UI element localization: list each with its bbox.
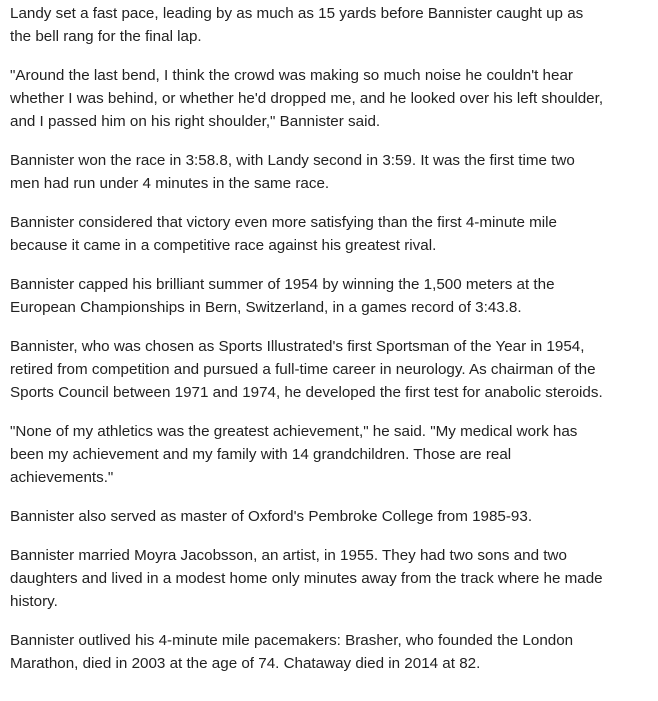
text-line: history. [10,593,58,610]
text-line: daughters and lived in a modest home only minutes away from the track where he made [10,570,603,587]
paragraph-achievement-quote [10,420,658,489]
text-line: "Around the last bend, I think the crowd was making so much noise he couldn't hear [10,67,573,84]
text-line: Bannister outlived his 4-minute mile pacemakers: Brasher, who founded the London [10,632,574,649]
text-line: whether I was behind, or whether he'd dropped me, and he looked over his left shoulder, [10,90,604,107]
text-line: achievements." [10,469,114,486]
text-line: "None of my athletics was the greatest achievement," he said. "My medical work has [10,423,578,440]
paragraph-sportsman-career [10,335,658,404]
paragraph-last-bend-quote [10,64,658,133]
text-line: Sports Council between 1971 and 1974, he developed the first test for anabolic steroids. [10,384,603,401]
paragraph-european-championships [10,273,658,319]
text-line: Landy set a fast pace, leading by as much as 15 yards before Bannister caught up as [10,5,584,22]
text-line: the bell rang for the final lap. [10,28,202,45]
paragraph-marriage [10,544,658,613]
text-line: Bannister married Moyra Jacobsson, an artist, in 1955. They had two sons and two [10,547,567,564]
text-line: Bannister capped his brilliant summer of 1954 by winning the 1,500 meters at the [10,276,555,293]
text-line: Bannister won the race in 3:58.8, with Landy second in 3:59. It was the first time two [10,152,575,169]
paragraph-race-result [10,149,658,195]
text-line: and I passed him on his right shoulder," Bannister said. [10,113,381,130]
paragraph-victory-satisfying [10,211,658,257]
text-line: retired from competition and pursued a full-time career in neurology. As chairman of the [10,361,596,378]
text-line: because it came in a competitive race against his greatest rival. [10,237,437,254]
text-line: Bannister also served as master of Oxford's Pembroke College from 1985-93. [10,508,533,525]
paragraph-landy-pace [10,2,658,48]
paragraph-pembroke-college [10,505,658,528]
text-line: men had run under 4 minutes in the same race. [10,175,330,192]
text-line: Marathon, died in 2003 at the age of 74. Chataway died in 2014 at 82. [10,655,481,672]
text-line: Bannister considered that victory even more satisfying than the first 4-minute mile [10,214,558,231]
text-line: been my achievement and my family with 14 grandchildren. Those are real [10,446,512,463]
paragraph-pacemakers [10,629,658,675]
text-line: Bannister, who was chosen as Sports Illustrated's first Sportsman of the Year in 1954, [10,338,585,355]
text-line: European Championships in Bern, Switzerland, in a games record of 3:43.8. [10,299,522,316]
